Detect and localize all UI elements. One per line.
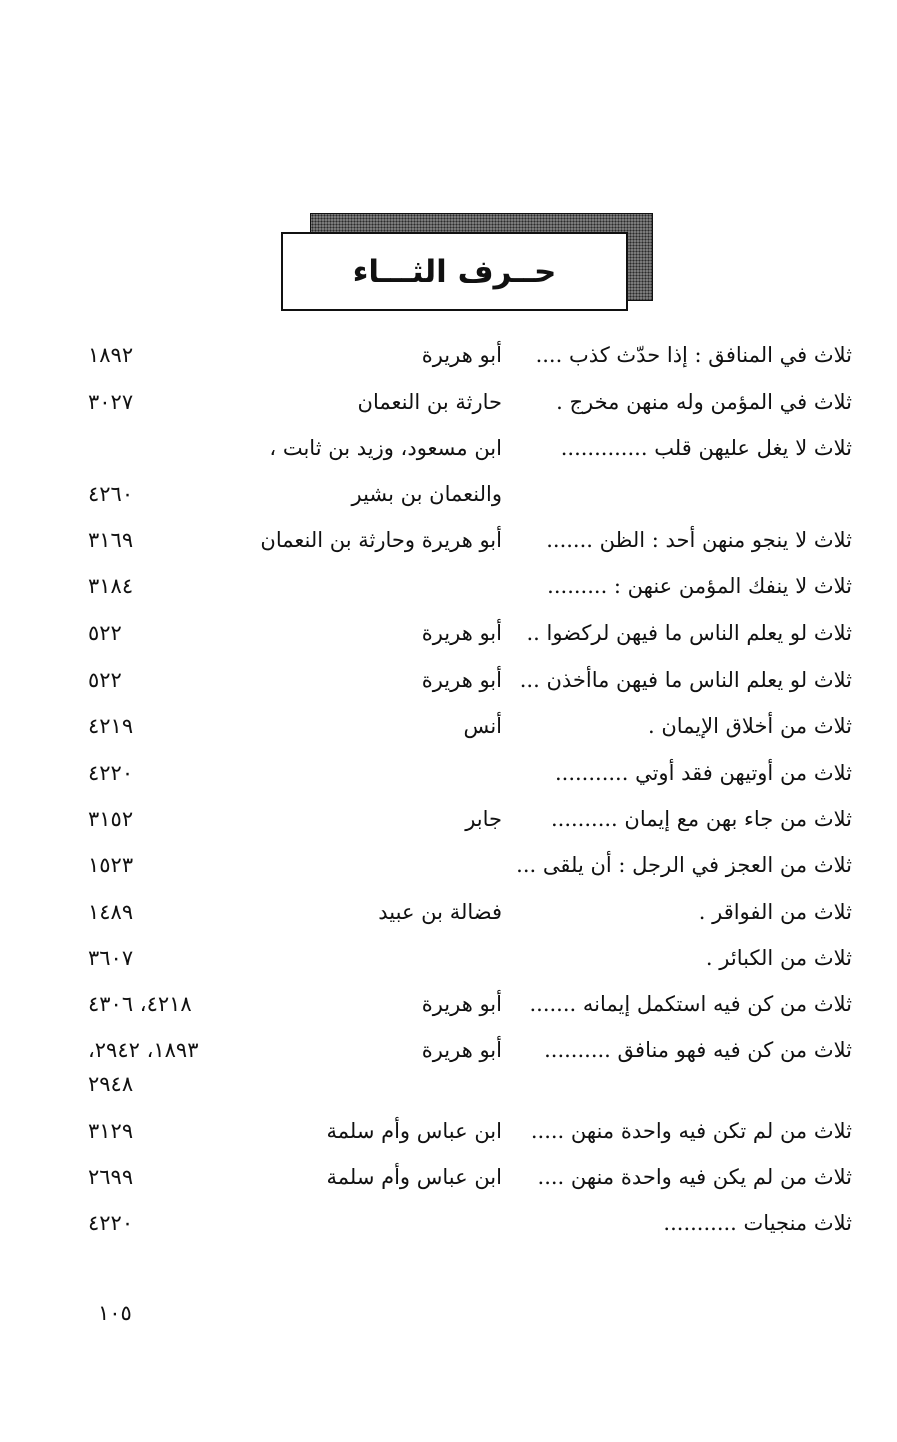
entry-narrator: حارثة بن النعمان (357, 390, 502, 414)
entry-numbers: ٢٩٤٨ (88, 1072, 134, 1096)
index-row (0, 892, 897, 932)
entry-title: ثلاث من الفواقر . (698, 900, 852, 924)
page-number: ١٠٥ (98, 1301, 132, 1325)
index-row (0, 1157, 897, 1197)
entry-numbers: ٣١٨٤ (88, 574, 134, 598)
entry-narrator: فضالة بن عبيد (378, 900, 502, 924)
entry-title: ثلاث من كن فيه استكمل إيمانه ....... (529, 992, 852, 1016)
entry-numbers: ٣٠٢٧ (88, 390, 134, 414)
entry-narrator: والنعمان بن بشير (351, 482, 502, 506)
entry-numbers: ٢٦٩٩ (88, 1165, 134, 1189)
entry-title: ثلاث من العجز في الرجل : أن يلقى ... (516, 853, 852, 877)
section-title: حــرف الثـــاء (352, 253, 557, 290)
entry-title: ثلاث لا يغل عليهن قلب ............. (560, 436, 852, 460)
entry-numbers: ٤٢١٩ (88, 714, 134, 738)
index-row (0, 613, 897, 653)
index-row (0, 1203, 897, 1243)
entry-narrator: ابن عباس وأم سلمة (326, 1165, 502, 1189)
entry-title: ثلاث من الكبائر . (705, 946, 852, 970)
entry-numbers: ١٥٢٣ (88, 853, 134, 877)
index-row (0, 1111, 897, 1151)
index-row (0, 938, 897, 978)
entry-title: ثلاث منجيات ........... (663, 1211, 852, 1235)
index-row (0, 520, 897, 560)
entry-title: ثلاث من كن فيه فهو منافق .......... (544, 1038, 852, 1062)
index-row (0, 799, 897, 839)
entry-numbers: ٥٢٢ (88, 621, 122, 645)
entry-title: ثلاث من لم يكن فيه واحدة منهن .... (537, 1165, 852, 1189)
entry-numbers: ٤٢٦٠ (88, 482, 134, 506)
entry-numbers: ٣١٦٩ (88, 528, 134, 552)
entry-narrator: أبو هريرة وحارثة بن النعمان (260, 528, 502, 552)
entry-title: ثلاث من جاء بهن مع إيمان .......... (550, 807, 852, 831)
entry-numbers: ٥٢٢ (88, 668, 122, 692)
section-title-box (281, 232, 628, 311)
index-row (0, 984, 897, 1024)
index-row (0, 382, 897, 422)
entry-narrator: أبو هريرة (421, 1038, 502, 1062)
entry-title: ثلاث من لم تكن فيه واحدة منهن ..... (530, 1119, 852, 1143)
index-row-continuation (0, 474, 897, 514)
entry-title: ثلاث لا ينجو منهن أحد : الظن ....... (546, 528, 852, 552)
entry-narrator: أبو هريرة (421, 621, 502, 645)
entry-numbers: ٣١٥٢ (88, 807, 134, 831)
entry-narrator: أبو هريرة (421, 992, 502, 1016)
entry-narrator: أبو هريرة (421, 343, 502, 367)
entry-numbers: ٤٢٢٠ (88, 761, 134, 785)
index-row (0, 845, 897, 885)
index-row-continuation (0, 1064, 897, 1104)
entry-numbers: ١٨٩٢ (88, 343, 134, 367)
entry-numbers: ١٤٨٩ (88, 900, 134, 924)
entry-title: ثلاث في المنافق : إذا حدّث كذب .... (535, 343, 852, 367)
index-row (0, 566, 897, 606)
index-row (0, 428, 897, 468)
entry-numbers: ٣٦٠٧ (88, 946, 134, 970)
index-row (0, 660, 897, 700)
entry-narrator: ابن عباس وأم سلمة (326, 1119, 502, 1143)
index-row (0, 706, 897, 746)
index-row (0, 335, 897, 375)
entry-numbers: ٣١٢٩ (88, 1119, 134, 1143)
entry-narrator: ابن مسعود، وزيد بن ثابت ، (269, 436, 502, 460)
entry-title: ثلاث لو يعلم الناس ما فيهن لركضوا .. (526, 621, 852, 645)
entry-numbers: ١٨٩٣، ٢٩٤٢، (88, 1038, 199, 1062)
entry-numbers: ٤٢٢٠ (88, 1211, 134, 1235)
index-row (0, 753, 897, 793)
entry-title: ثلاث في المؤمن وله منهن مخرج . (556, 390, 852, 414)
entry-numbers: ٤٢١٨، ٤٣٠٦ (88, 992, 192, 1016)
entry-narrator: أنس (463, 714, 502, 738)
entry-title: ثلاث لا ينفك المؤمن عنهن : ......... (547, 574, 852, 598)
entry-title: ثلاث من أخلاق الإيمان . (647, 714, 852, 738)
entry-title: ثلاث لو يعلم الناس ما فيهن ماأخذن ... (519, 668, 852, 692)
entry-title: ثلاث من أوتيهن فقد أوتي ........... (554, 761, 852, 785)
entry-narrator: جابر (465, 807, 502, 831)
entry-narrator: أبو هريرة (421, 668, 502, 692)
